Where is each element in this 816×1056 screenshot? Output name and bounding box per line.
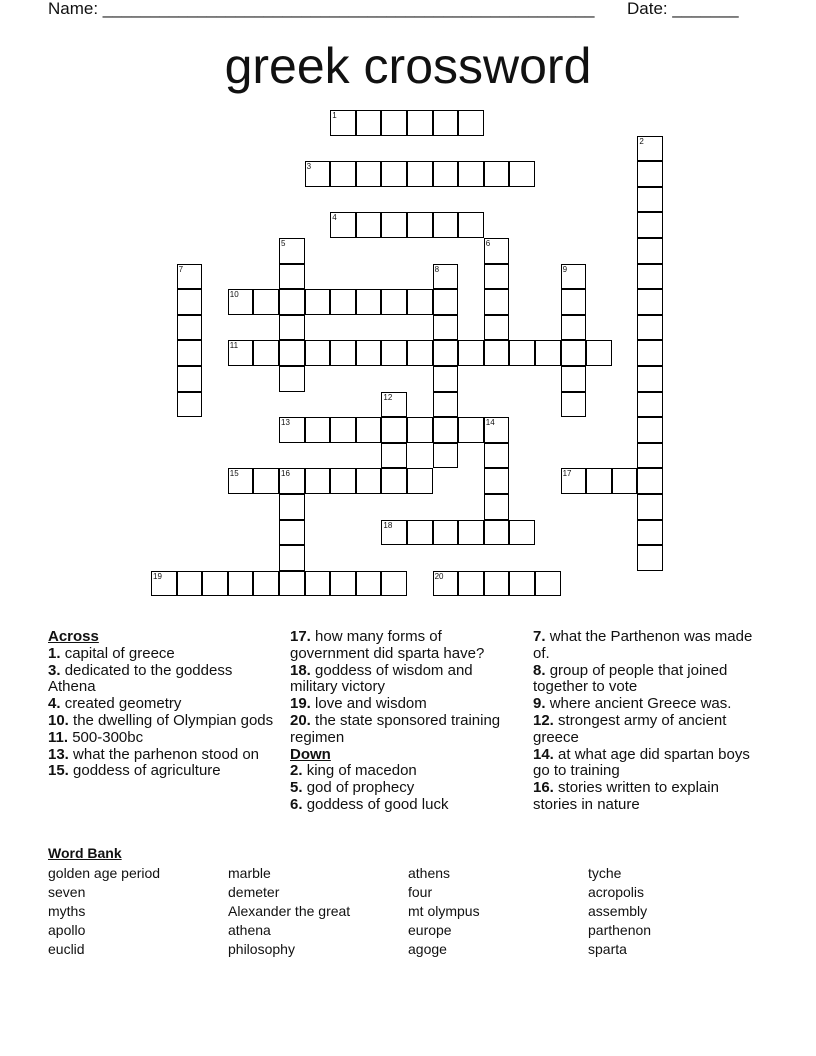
grid-cell[interactable] [637, 238, 663, 264]
clue-number: 6 [485, 239, 491, 248]
clues-column-3 [533, 629, 763, 814]
word-bank-item: athena [228, 922, 271, 938]
grid-cell[interactable] [561, 468, 587, 494]
clue-number: 20 [434, 571, 444, 581]
grid-cell[interactable] [612, 468, 638, 494]
clue-across: 1. capital of greece [48, 644, 175, 662]
grid-cell[interactable] [381, 212, 407, 238]
clue-number: 5 [281, 239, 286, 248]
grid-cell[interactable] [407, 417, 433, 443]
clue-number: 1 [332, 111, 337, 120]
grid-cell[interactable] [202, 571, 228, 597]
grid-cell[interactable] [484, 417, 510, 443]
grid-cell[interactable] [381, 417, 407, 443]
grid-cell[interactable] [433, 392, 459, 418]
grid-cell[interactable] [433, 161, 459, 187]
word-bank [48, 864, 768, 964]
clue-across: 20. the state sponsored training regimen [290, 711, 501, 746]
clue-down: 5. god of prophecy [290, 779, 415, 797]
clue-number: 14 [485, 418, 495, 428]
clue-number: 3 [306, 162, 312, 172]
clue-across: 13. what the parhenon stood on [48, 745, 260, 763]
word-bank-item: acropolis [588, 884, 645, 900]
grid-cell[interactable] [177, 264, 203, 290]
grid-cell[interactable] [637, 315, 663, 341]
grid-cell[interactable] [177, 315, 203, 341]
grid-cell[interactable] [356, 417, 382, 443]
grid-cell[interactable] [433, 289, 459, 315]
grid-cell[interactable] [637, 136, 663, 162]
clues-column-2 [290, 629, 522, 814]
word-bank-item: marble [228, 865, 271, 881]
grid-cell[interactable] [356, 340, 382, 366]
clue-number: 13 [281, 418, 290, 428]
grid-cell[interactable] [305, 417, 331, 443]
grid-cell[interactable] [407, 340, 433, 366]
grid-cell[interactable] [484, 161, 510, 187]
grid-cell[interactable] [279, 545, 305, 571]
grid-cell[interactable] [381, 340, 407, 366]
word-bank-item: tyche [588, 865, 622, 881]
grid-cell[interactable] [330, 571, 356, 597]
grid-cell[interactable] [381, 289, 407, 315]
grid-cell[interactable] [586, 468, 612, 494]
grid-cell[interactable] [279, 366, 305, 392]
grid-cell[interactable] [433, 417, 459, 443]
word-bank-item: mt olympus [408, 903, 480, 919]
grid-cell[interactable] [509, 161, 535, 187]
clue-number: 18 [383, 520, 393, 530]
grid-cell[interactable] [484, 289, 510, 315]
clue-across: 4. created geometry [48, 695, 182, 713]
grid-cell[interactable] [279, 468, 305, 494]
clue-down: 16. stories written to explain stories in nature [533, 779, 719, 813]
grid-cell[interactable] [381, 468, 407, 494]
grid-cell[interactable] [356, 468, 382, 494]
clues-column-1 [48, 629, 280, 780]
grid-cell[interactable] [637, 392, 663, 418]
grid-cell[interactable] [381, 110, 407, 136]
grid-cell[interactable] [637, 545, 663, 571]
grid-cell[interactable] [279, 571, 305, 597]
grid-cell[interactable] [637, 212, 663, 238]
grid-cell[interactable] [458, 212, 484, 238]
grid-cell[interactable] [484, 494, 510, 520]
word-bank-item: seven [48, 884, 86, 900]
page-title: greek crossword [224, 38, 592, 94]
grid-cell[interactable] [535, 340, 561, 366]
grid-cell[interactable] [561, 392, 587, 418]
grid-cell[interactable] [356, 571, 382, 597]
grid-cell[interactable] [586, 340, 612, 366]
grid-cell[interactable] [279, 264, 305, 290]
grid-cell[interactable] [484, 315, 510, 341]
grid-cell[interactable] [637, 187, 663, 213]
clue-across: 3. dedicated to the goddess Athena [48, 661, 233, 696]
grid-cell[interactable] [561, 366, 587, 392]
grid-cell[interactable] [330, 340, 356, 366]
grid-cell[interactable] [484, 571, 510, 597]
grid-cell[interactable] [433, 212, 459, 238]
word-bank-item: sparta [588, 941, 627, 957]
grid-cell[interactable] [151, 571, 177, 597]
grid-cell[interactable] [561, 340, 587, 366]
clue-number: 12 [383, 392, 393, 402]
grid-cell[interactable] [279, 238, 305, 264]
clue-down: 2. king of macedon [290, 762, 417, 780]
grid-cell[interactable] [177, 340, 203, 366]
grid-cell[interactable] [484, 468, 510, 494]
grid-cell[interactable] [177, 571, 203, 597]
word-bank-item: assembly [588, 903, 648, 919]
grid-cell[interactable] [484, 443, 510, 469]
grid-cell[interactable] [433, 340, 459, 366]
grid-cell[interactable] [458, 340, 484, 366]
grid-cell[interactable] [407, 161, 433, 187]
grid-cell[interactable] [253, 340, 279, 366]
clue-number: 17 [562, 469, 572, 479]
grid-cell[interactable] [509, 340, 535, 366]
grid-cell[interactable] [637, 494, 663, 520]
grid-cell[interactable] [279, 520, 305, 546]
grid-cell[interactable] [433, 571, 459, 597]
word-bank-item: athens [408, 865, 451, 881]
grid-cell[interactable] [279, 289, 305, 315]
grid-cell[interactable] [381, 520, 407, 546]
grid-cell[interactable] [433, 520, 459, 546]
grid-cell[interactable] [407, 110, 433, 136]
grid-cell[interactable] [637, 468, 663, 494]
grid-cell[interactable] [228, 289, 254, 315]
grid-cell[interactable] [509, 520, 535, 546]
clue-number: 16 [281, 469, 290, 479]
grid-cell[interactable] [484, 340, 510, 366]
grid-cell[interactable] [637, 264, 663, 290]
grid-cell[interactable] [458, 520, 484, 546]
grid-cell[interactable] [330, 161, 356, 187]
clue-across: 15. goddess of agriculture [48, 762, 221, 780]
clue-number: 10 [229, 290, 239, 300]
grid-cell[interactable] [356, 110, 382, 136]
grid-cell[interactable] [279, 340, 305, 366]
grid-cell[interactable] [407, 520, 433, 546]
word-bank-item: euclid [48, 941, 85, 957]
grid-cell[interactable] [279, 315, 305, 341]
clue-down: 7. what the Parthenon was made of. [533, 628, 753, 662]
grid-cell[interactable] [228, 468, 254, 494]
clue-across: 19. love and wisdom [290, 695, 427, 713]
grid-cell[interactable] [509, 571, 535, 597]
grid-cell[interactable] [228, 571, 254, 597]
grid-cell[interactable] [561, 289, 587, 315]
word-bank-item: demeter [228, 884, 280, 900]
grid-cell[interactable] [637, 366, 663, 392]
clue-down: 12. strongest army of ancient greece [533, 711, 727, 746]
grid-cell[interactable] [253, 289, 279, 315]
grid-cell[interactable] [356, 212, 382, 238]
word-bank-item: philosophy [228, 941, 295, 957]
across-heading: Across [48, 628, 99, 645]
clue-number: 4 [332, 213, 337, 223]
clue-number: 7 [178, 264, 184, 274]
grid-cell[interactable] [177, 366, 203, 392]
grid-cell[interactable] [433, 366, 459, 392]
grid-cell[interactable] [279, 494, 305, 520]
grid-cell[interactable] [561, 264, 587, 290]
word-bank-item: parthenon [588, 922, 652, 938]
word-bank-item: Alexander the great [228, 903, 351, 919]
word-bank-item: golden age period [48, 865, 161, 881]
clue-across: 10. the dwelling of Olympian gods [48, 711, 274, 729]
grid-cell[interactable] [381, 571, 407, 597]
grid-cell[interactable] [279, 417, 305, 443]
clue-across: 18. goddess of wisdom and military victory [290, 661, 473, 696]
grid-cell[interactable] [484, 264, 510, 290]
grid-cell[interactable] [330, 289, 356, 315]
grid-cell[interactable] [228, 340, 254, 366]
grid-cell[interactable] [177, 392, 203, 418]
grid-cell[interactable] [433, 110, 459, 136]
grid-cell[interactable] [433, 443, 459, 469]
grid-cell[interactable] [458, 417, 484, 443]
grid-cell[interactable] [458, 161, 484, 187]
grid-cell[interactable] [330, 212, 356, 238]
grid-cell[interactable] [407, 468, 433, 494]
grid-cell[interactable] [305, 468, 331, 494]
clue-down: 8. group of people that joined together to vote [533, 661, 728, 696]
clue-number: 2 [639, 136, 644, 146]
grid-cell[interactable] [381, 443, 407, 469]
grid-cell[interactable] [356, 161, 382, 187]
grid-cell[interactable] [458, 571, 484, 597]
name-field-line: Name: ____________________________________________________ [48, 0, 595, 18]
grid-cell[interactable] [407, 289, 433, 315]
clue-across: 11. 500-300bc [48, 728, 144, 746]
word-bank-item: myths [48, 903, 86, 919]
grid-cell[interactable] [381, 392, 407, 418]
grid-cell[interactable] [407, 212, 433, 238]
clue-number: 8 [434, 264, 440, 274]
grid-cell[interactable] [637, 161, 663, 187]
grid-cell[interactable] [484, 238, 510, 264]
word-bank-item: europe [408, 922, 452, 938]
grid-cell[interactable] [253, 468, 279, 494]
grid-cell[interactable] [330, 110, 356, 136]
grid-cell[interactable] [305, 289, 331, 315]
grid-cell[interactable] [433, 315, 459, 341]
grid-cell[interactable] [637, 520, 663, 546]
word-bank-item: apollo [48, 922, 86, 938]
grid-cell[interactable] [637, 443, 663, 469]
grid-cell[interactable] [330, 468, 356, 494]
grid-cell[interactable] [561, 315, 587, 341]
grid-cell[interactable] [535, 571, 561, 597]
clue-number: 11 [229, 341, 239, 351]
grid-cell[interactable] [330, 417, 356, 443]
grid-cell[interactable] [458, 110, 484, 136]
word-bank-item: four [408, 884, 433, 900]
clue-number: 19 [153, 571, 162, 581]
clue-down: 6. goddess of good luck [290, 795, 449, 813]
grid-cell[interactable] [381, 161, 407, 187]
grid-cell[interactable] [356, 289, 382, 315]
grid-cell[interactable] [433, 264, 459, 290]
grid-cell[interactable] [305, 161, 331, 187]
grid-cell[interactable] [484, 520, 510, 546]
clue-down: 14. at what age did spartan boys go to training [533, 745, 750, 780]
clue-across: 17. how many forms of government did sparta have? [290, 628, 485, 662]
word-bank-heading: Word Bank [48, 845, 122, 861]
clue-number: 15 [229, 469, 239, 479]
grid-cell[interactable] [305, 571, 331, 597]
grid-cell[interactable] [637, 417, 663, 443]
word-bank-item: agoge [408, 941, 447, 957]
grid-cell[interactable] [305, 340, 331, 366]
grid-cell[interactable] [637, 340, 663, 366]
date-field-line: Date: _______ [627, 0, 739, 18]
clue-down: 9. where ancient Greece was. [533, 695, 732, 713]
grid-cell[interactable] [177, 289, 203, 315]
grid-cell[interactable] [253, 571, 279, 597]
grid-cell[interactable] [637, 289, 663, 315]
clue-number: 9 [562, 264, 568, 274]
down-heading: Down [290, 745, 331, 763]
